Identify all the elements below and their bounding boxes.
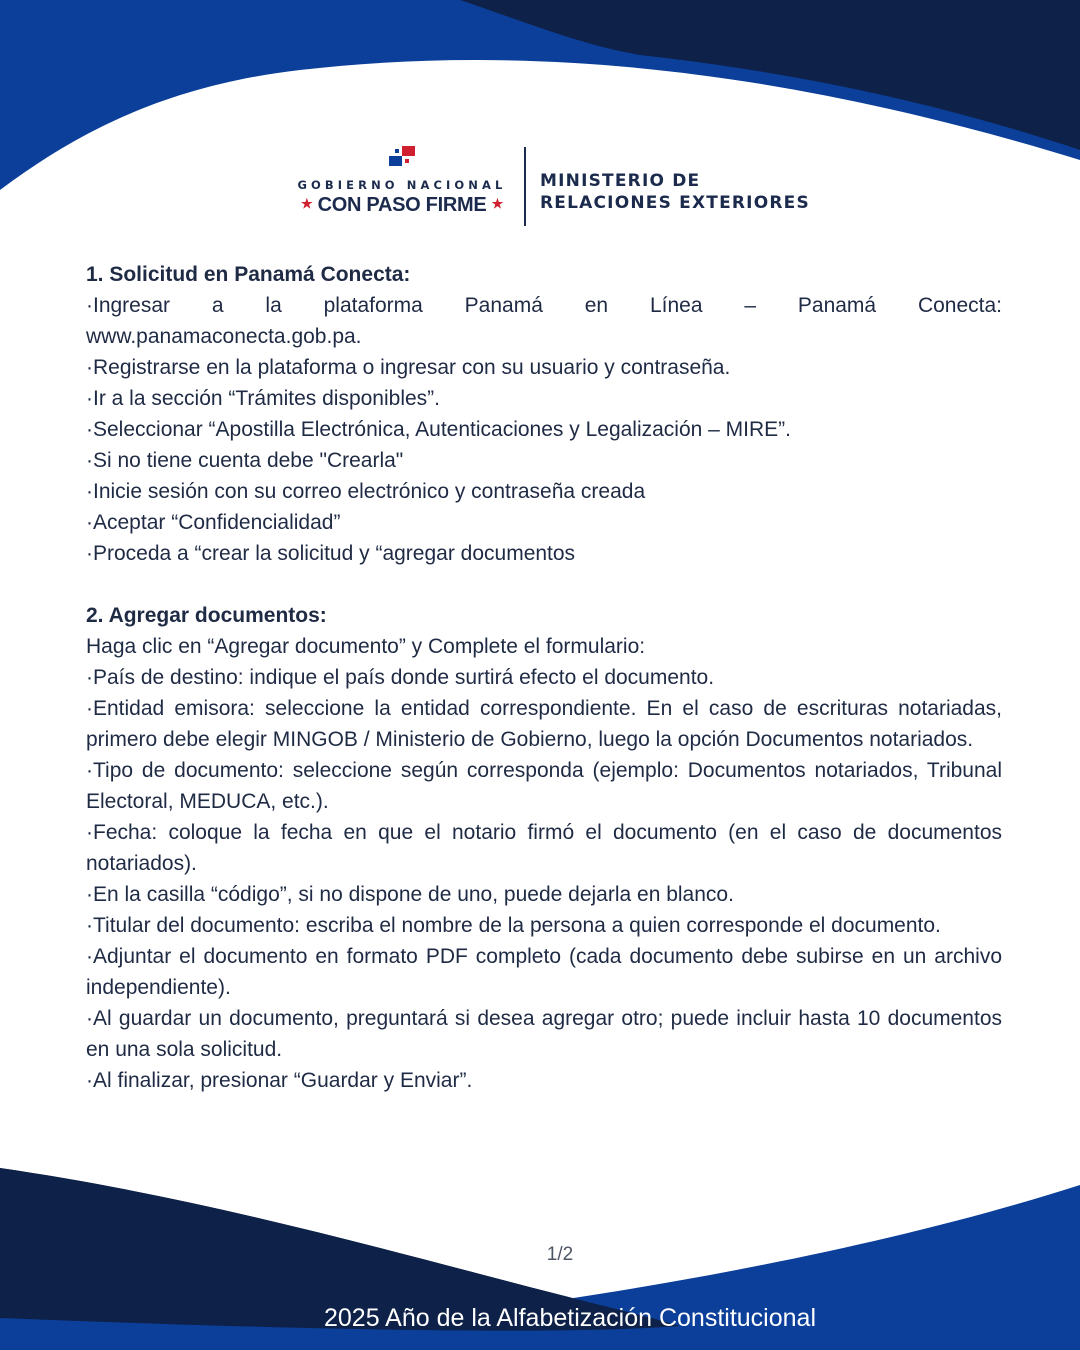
gov-slogan-text: CON PASO FIRME <box>317 194 487 216</box>
star-icon: ★ <box>491 196 504 211</box>
list-item: www.panamaconecta.gob.pa. <box>86 325 362 348</box>
list-item: ·Adjuntar el documento en formato PDF completo (cada documento debe subirse en un archivo independiente). <box>86 945 1002 999</box>
gov-slogan <box>292 194 512 217</box>
list-item: ·Proceda a “crear la solicitud y “agregar documentos <box>86 542 576 565</box>
list-item: ·En la casilla “código”, si no dispone de uno, puede dejarla en blanco. <box>86 883 734 906</box>
list-item: ·Al finalizar, presionar “Guardar y Enviar”. <box>86 1069 473 1092</box>
list-item: ·Ir a la sección “Trámites disponibles”. <box>86 387 441 410</box>
instructions-body <box>86 259 1002 1096</box>
list-item: ·Entidad emisora: seleccione la entidad correspondiente. En el caso de escrituras notariadas, primero debe elegir MINGOB / Ministerio de Gobierno, luego la opción Documentos notariados. <box>86 697 1002 751</box>
list-item: ·Inicie sesión con su correo electrónico y contraseña creada <box>86 480 646 503</box>
list-item: ·Seleccionar “Apostilla Electrónica, Autenticaciones y Legalización – MIRE”. <box>86 418 792 441</box>
list-item: ·Ingresar a la plataforma Panamá en Línea – Panamá Conecta: <box>86 294 1002 317</box>
list-item: ·País de destino: indique el país donde surtirá efecto el documento. <box>86 666 715 689</box>
ministry-logo <box>540 170 810 214</box>
list-item: ·Al guardar un documento, preguntará si desea agregar otro; puede incluir hasta 10 documentos en una sola solicitud. <box>86 1007 1002 1061</box>
list-item: ·Fecha: coloque la fecha en que el notario firmó el documento (en el caso de documentos notariados). <box>86 821 1002 875</box>
section-2-heading: 2. Agregar documentos: <box>86 604 327 627</box>
section-1-heading: 1. Solicitud en Panamá Conecta: <box>86 263 411 286</box>
list-item: ·Aceptar “Confidencialidad” <box>86 511 341 534</box>
list-item: ·Registrarse en la plataforma o ingresar con su usuario y contraseña. <box>86 356 731 379</box>
logo-divider <box>524 147 526 226</box>
section-2-intro: Haga clic en “Agregar documento” y Complete el formulario: <box>86 635 646 658</box>
list-item: ·Tipo de documento: seleccione según corresponda (ejemplo: Documentos notariados, Tribunal Electoral, MEDUCA, etc.). <box>86 759 1002 813</box>
ministry-line-2: RELACIONES EXTERIORES <box>540 193 810 213</box>
list-item: ·Titular del documento: escriba el nombre de la persona a quien corresponde el documento. <box>86 914 941 937</box>
ministry-line-1: MINISTERIO DE <box>540 171 701 191</box>
panama-flag-icon <box>389 146 415 166</box>
page-number: 1/2 <box>546 1244 574 1265</box>
gov-top-text: GOBIERNO NACIONAL <box>297 178 507 192</box>
star-icon: ★ <box>300 196 313 211</box>
header-logos <box>0 140 1080 240</box>
section-spacer <box>86 569 1002 600</box>
list-item: ·Si no tiene cuenta debe "Crearla" <box>86 449 404 472</box>
footer-slogan: 2025 Año de la Alfabetización Constitucional <box>323 1304 817 1332</box>
